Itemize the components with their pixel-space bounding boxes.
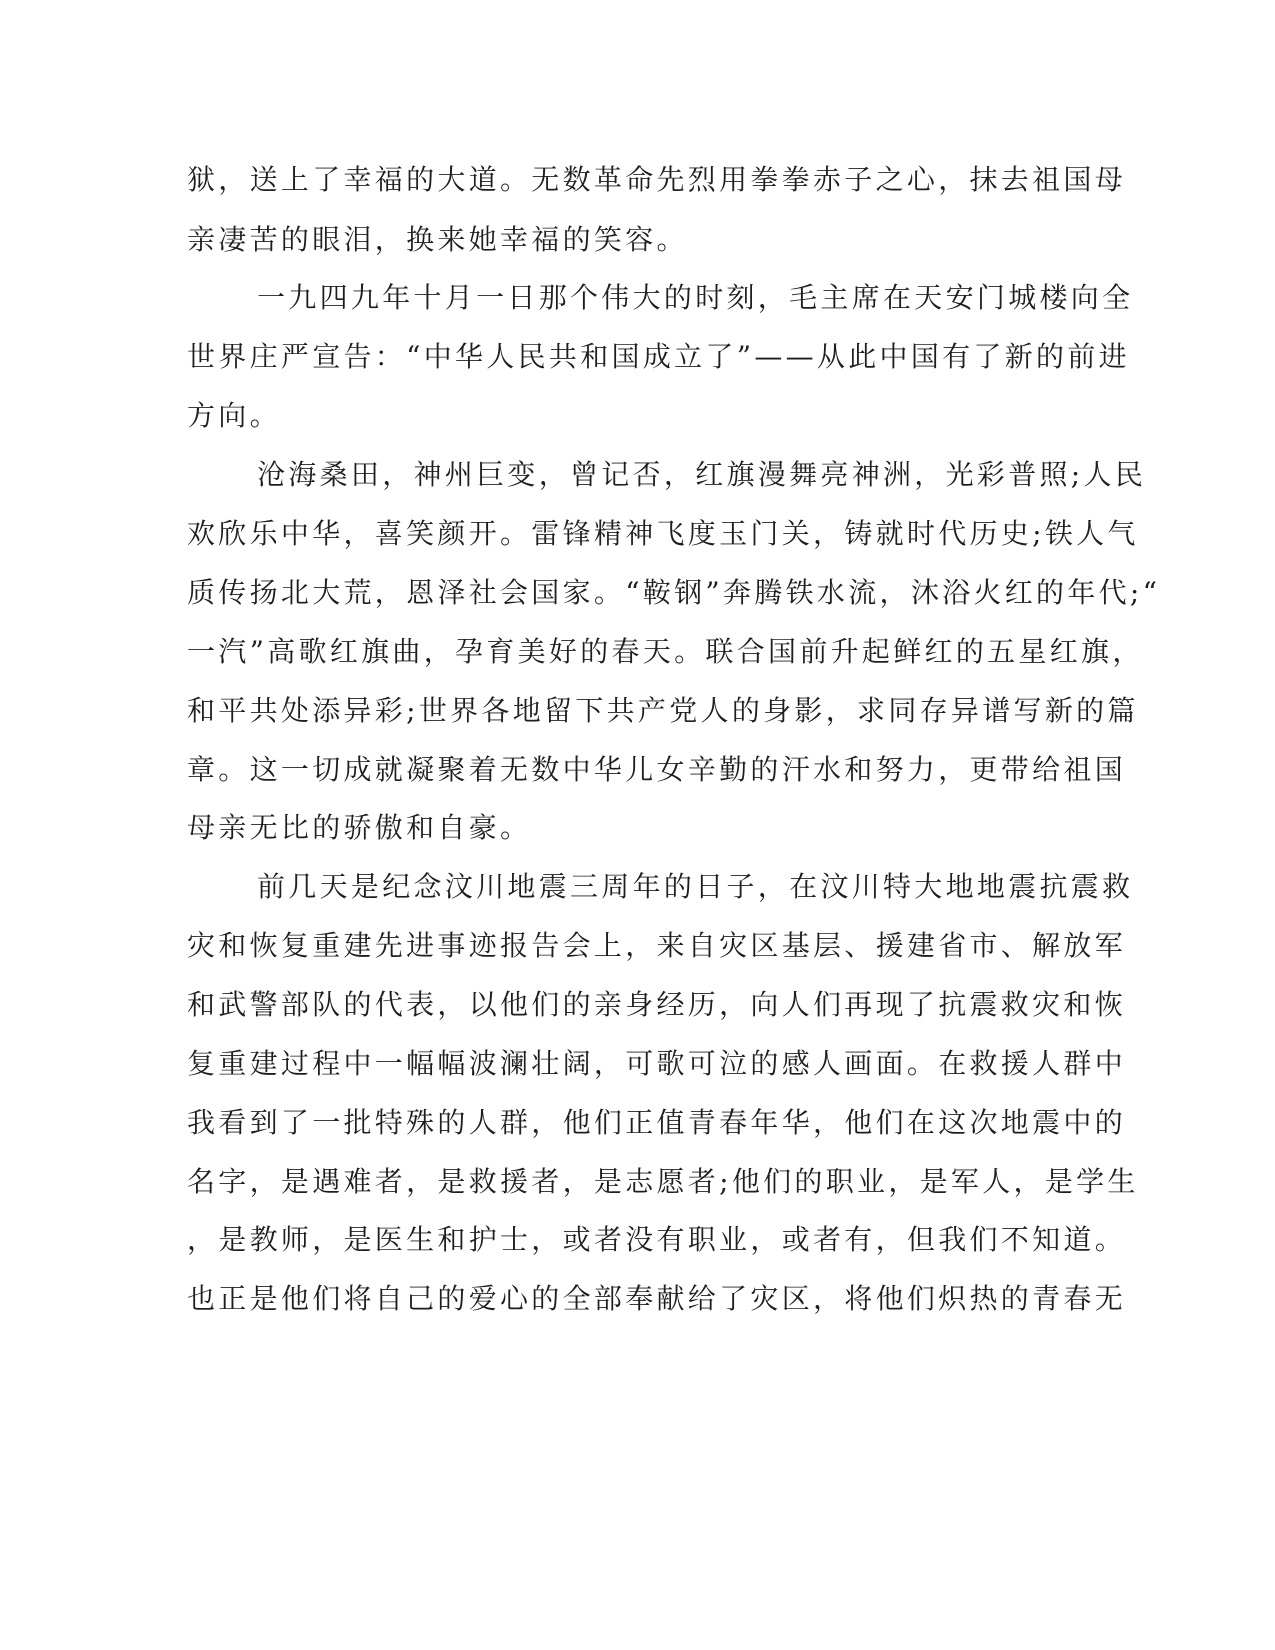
text-line: ，是教师，是医生和护士，或者没有职业，或者有，但我们不知道。 xyxy=(187,1223,1127,1256)
text-line: 我看到了一批特殊的人群，他们正值青春年华，他们在这次地震中的 xyxy=(187,1106,1127,1139)
text-line: 一九四九年十月一日那个伟大的时刻，毛主席在天安门城楼向全 xyxy=(257,281,1134,314)
text-line: 一汽”高歌红旗曲，孕育美好的春天。联合国前升起鲜红的五星红旗， xyxy=(187,635,1144,668)
text-line: 也正是他们将自己的爱心的全部奉献给了灾区，将他们炽热的青春无 xyxy=(187,1282,1127,1315)
text-line: 名字，是遇难者，是救援者，是志愿者;他们的职业，是军人，是学生 xyxy=(187,1165,1139,1198)
text-line: 沧海桑田，神州巨变，曾记否，红旗漫舞亮神洲，光彩普照;人民 xyxy=(257,458,1147,491)
text-line: 复重建过程中一幅幅波澜壮阔，可歌可泣的感人画面。在救援人群中 xyxy=(187,1047,1127,1080)
text-line: 母亲无比的骄傲和自豪。 xyxy=(187,811,532,844)
text-line: 章。这一切成就凝聚着无数中华儿女辛勤的汗水和努力，更带给祖国 xyxy=(187,753,1127,786)
text-line: 质传扬北大荒，恩泽社会国家。“鞍钢”奔腾铁水流，沐浴火红的年代;“ xyxy=(187,576,1161,609)
text-line: 世界庄严宣告：“中华人民共和国成立了”——从此中国有了新的前进 xyxy=(187,340,1130,373)
text-line: 和武警部队的代表，以他们的亲身经历，向人们再现了抗震救灾和恢 xyxy=(187,988,1127,1021)
text-line: 前几天是纪念汶川地震三周年的日子，在汶川特大地地震抗震救 xyxy=(257,870,1134,903)
text-line: 欢欣乐中华，喜笑颜开。雷锋精神飞度玉门关，铸就时代历史;铁人气 xyxy=(187,517,1139,550)
text-line: 狱，送上了幸福的大道。无数革命先烈用拳拳赤子之心，抹去祖国母 xyxy=(187,163,1127,196)
text-line: 和平共处添异彩;世界各地留下共产党人的身影，求同存异谱写新的篇 xyxy=(187,694,1139,727)
text-line: 方向。 xyxy=(187,399,281,432)
text-line: 亲凄苦的眼泪，换来她幸福的笑容。 xyxy=(187,223,688,256)
text-line: 灾和恢复重建先进事迹报告会上，来自灾区基层、援建省市、解放军 xyxy=(187,929,1127,962)
